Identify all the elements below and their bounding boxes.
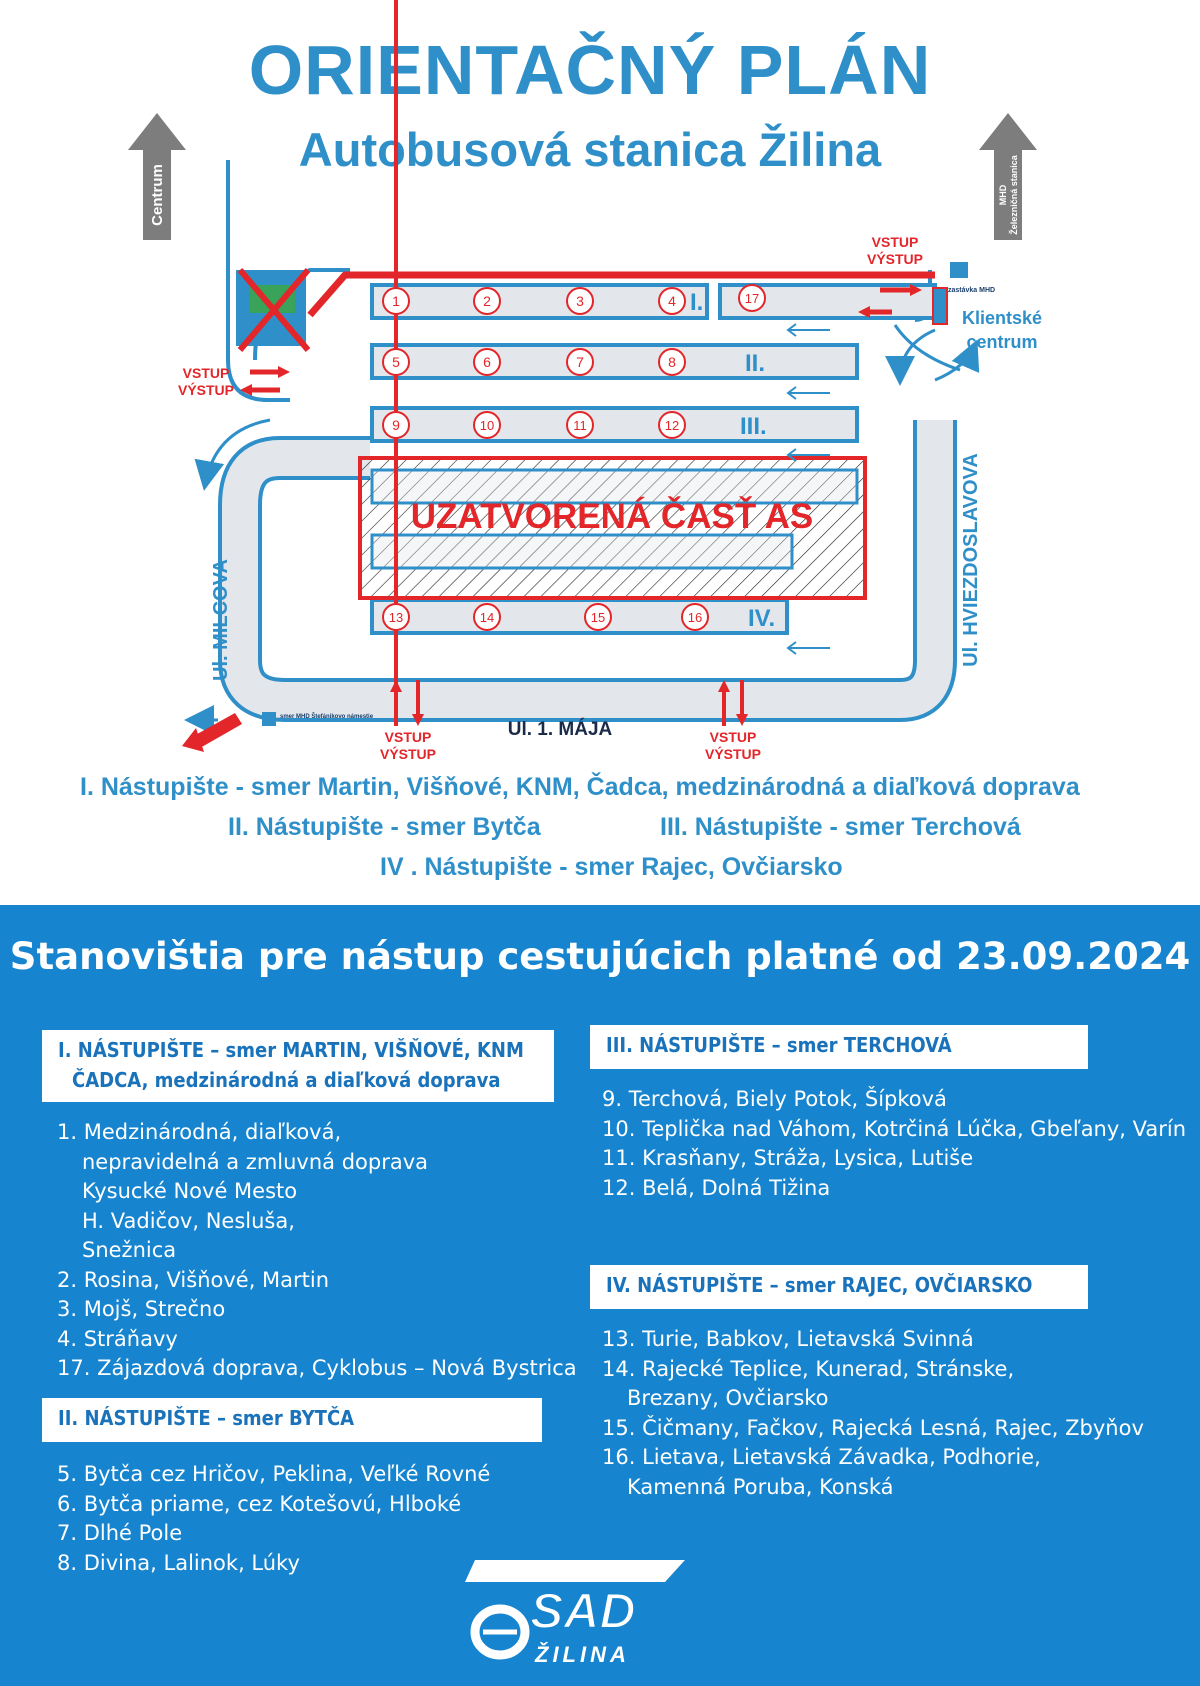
list-item: 5. Bytča cez Hričov, Peklina, Veľké Rovné (57, 1462, 491, 1486)
mhd-arrow-label-1: MHD (998, 184, 1008, 206)
list-item: Brezany, Ovčiarsko (627, 1386, 829, 1410)
client-center-label (962, 308, 1042, 352)
stop-11-label: 11 (573, 418, 587, 433)
svg-text:centrum: centrum (966, 332, 1038, 352)
closed-area-label: UZATVORENÁ ČASŤ AS (410, 497, 814, 536)
stop-17-label: 17 (744, 291, 760, 306)
list-item: H. Vadičov, Nesluša, (82, 1208, 295, 1233)
list-item: 15. Čičmany, Fačkov, Rajecká Lesná, Rajec, Zbyňov (602, 1415, 1144, 1440)
street-hviezdoslavova: Ul. HVIEZDOSLAVOVA (960, 453, 982, 667)
centrum-arrow (128, 113, 186, 240)
entrance-top-line1: VSTUP (871, 234, 919, 250)
stop-4-label: 4 (668, 293, 676, 309)
stop-9-label: 9 (392, 417, 400, 433)
sad-logo-text: SAD (530, 1583, 636, 1639)
section-4-list (602, 1325, 1144, 1502)
list-item: 8. Divina, Lalinok, Lúky (57, 1550, 300, 1575)
centrum-label: Centrum (149, 164, 166, 226)
list-item: 11. Krasňany, Stráža, Lysica, Lutiše (602, 1146, 974, 1170)
list-item: 3. Mojš, Strečno (57, 1297, 226, 1321)
list-item: 7. Dlhé Pole (57, 1521, 183, 1545)
section-1-header-line2: ČADCA, medzinárodná a diaľková doprava (72, 1068, 501, 1092)
list-item: Kysucké Nové Mesto (82, 1179, 298, 1203)
stop-6-label: 6 (483, 354, 491, 370)
stop-1-label: 1 (392, 293, 400, 309)
stop-3-label: 3 (576, 293, 584, 309)
section-2-header: II. NÁSTUPIŠTE – smer BYTČA (42, 1398, 542, 1442)
stop-12-label: 12 (664, 418, 680, 433)
entrance-top-line2: VÝSTUP (866, 251, 924, 267)
section-4-header: IV. NÁSTUPIŠTE – smer RAJEC, OVČIARSKO (590, 1265, 1088, 1309)
closed-area (360, 458, 865, 598)
list-item: 1. Medzinárodná, diaľková, (57, 1120, 342, 1144)
stop-16-label: 16 (687, 610, 703, 625)
stops-panel (0, 905, 1200, 1686)
section-1-header-line1: I. NÁSTUPIŠTE – smer MARTIN, VIŠŇOVÉ, KNM (58, 1038, 524, 1062)
section-1-list (57, 1118, 577, 1384)
list-item: Kamenná Poruba, Konská (627, 1474, 894, 1499)
mhd-arrow-label-2: Železničná stanica (1009, 155, 1019, 235)
list-item: 17. Zájazdová doprava, Cyklobus – Nová Bystrica (57, 1356, 577, 1380)
section-1-header (42, 1030, 554, 1102)
list-item: 12. Belá, Dolná Tižina (602, 1175, 831, 1200)
list-item: nepravidelná a zmluvná doprava (82, 1149, 429, 1174)
entrance-bl-line1: VSTUP (384, 729, 432, 745)
map-subtitle: Autobusová stanica Žilina (298, 123, 882, 176)
svg-text:smer MHD Štefánikovo námestie: smer MHD Štefánikovo námestie (280, 714, 374, 720)
legend-line-1: I. Nástupište - smer Martin, Višňové, KNM, Čadca, medzinárodná a diaľková doprava (80, 773, 1080, 801)
stop-8-label: 8 (668, 354, 676, 370)
stop-7-label: 7 (576, 354, 584, 370)
section-3-list (602, 1085, 1186, 1203)
stop-10-label: 10 (479, 418, 495, 433)
street-milcova: Ul. MILCOVA (210, 559, 232, 681)
street-1-maja: Ul. 1. MÁJA (507, 719, 613, 740)
mhd-stop-label: zastávka MHD (948, 287, 996, 294)
list-item: 4. Stráňavy (57, 1326, 178, 1351)
entrance-br-line2: VÝSTUP (704, 746, 762, 762)
sad-zilina-logo (455, 1550, 695, 1670)
list-item: 16. Lietava, Lietavská Závadka, Podhorie, (602, 1445, 1041, 1469)
entrance-bl-line2: VÝSTUP (379, 746, 437, 762)
zilina-logo-text: ŽILINA (535, 1642, 630, 1667)
stop-14-label: 14 (479, 610, 495, 625)
stop-2-label: 2 (483, 293, 491, 309)
mhd-arrow (979, 113, 1037, 240)
map-title: ORIENTAČNÝ PLÁN (248, 31, 932, 109)
legend-line-2b: III. Nástupište - smer Terchová (660, 813, 1021, 841)
closed-building (236, 270, 308, 350)
list-item: 14. Rajecké Teplice, Kunerad, Stránske, (602, 1356, 1015, 1381)
stop-15-label: 15 (590, 610, 606, 625)
entrance-left-line2: VÝSTUP (177, 382, 235, 398)
platform-III-label: III. (740, 413, 767, 440)
panel-title: Stanovištia pre nástup cestujúcich platné od 23.09.2024 (9, 935, 1191, 978)
list-item: 10. Teplička nad Váhom, Kotrčiná Lúčka, Gbeľany, Varín (602, 1116, 1187, 1141)
section-2-list (57, 1460, 490, 1578)
legend-line-3: IV . Nástupište - smer Rajec, Ovčiarsko (380, 853, 843, 881)
list-item: 13. Turie, Babkov, Lietavská Svinná (602, 1327, 974, 1351)
platform-I-label: I. (690, 289, 704, 316)
list-item: Snežnica (82, 1238, 177, 1262)
stop-13-label: 13 (388, 610, 404, 625)
list-item: 2. Rosina, Višňové, Martin (57, 1267, 330, 1292)
list-item: 6. Bytča priame, cez Kotešovú, Hlboké (57, 1491, 462, 1516)
list-item: 9. Terchová, Biely Potok, Šípková (602, 1087, 947, 1111)
stop-5-label: 5 (392, 354, 400, 370)
entrance-br-line1: VSTUP (709, 729, 757, 745)
platform-IV-label: IV. (748, 605, 776, 632)
entrance-left-line1: VSTUP (182, 365, 230, 381)
section-3-header: III. NÁSTUPIŠTE – smer TERCHOVÁ (590, 1025, 1088, 1069)
svg-text:Klientské: Klientské (961, 308, 1043, 328)
platform-II-label: II. (745, 350, 766, 377)
legend-line-2a: II. Nástupište - smer Bytča (228, 813, 541, 841)
